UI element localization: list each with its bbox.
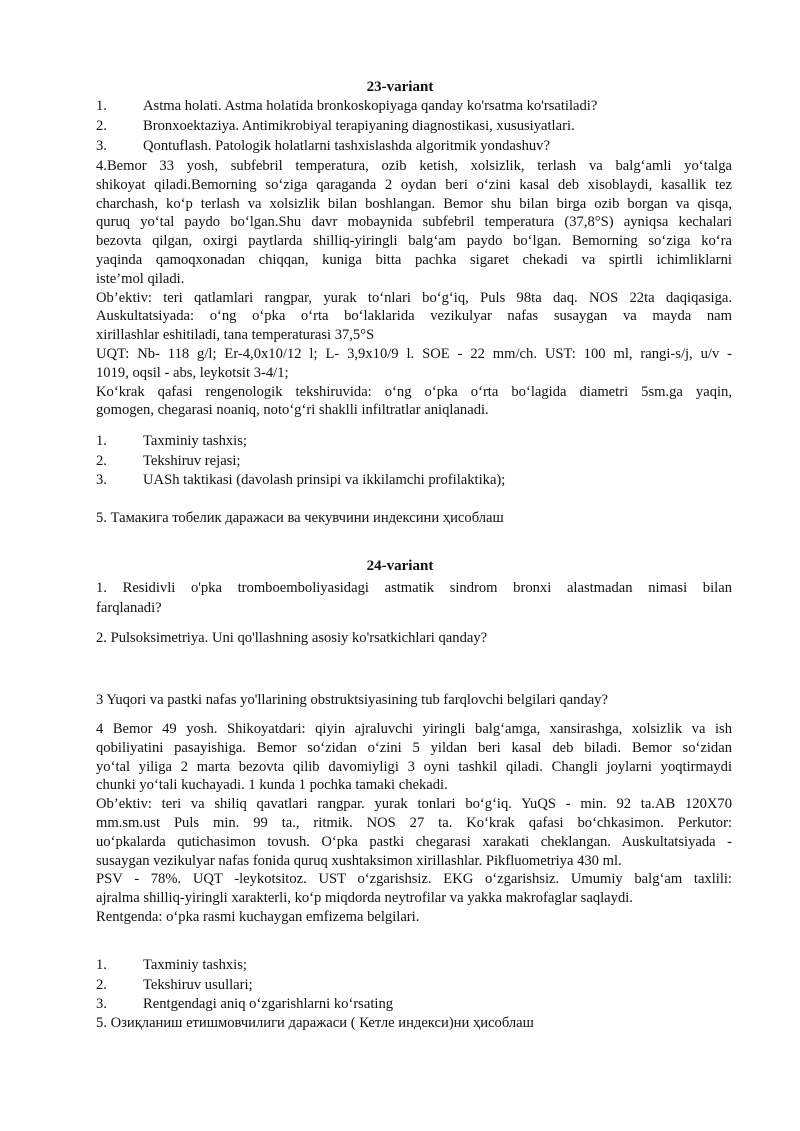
v23-task-2: Tekshiruv rejasi; (143, 453, 241, 469)
v23-case-line: xirillashlar eshitiladi, tana temperaturasi 37,5°S (96, 327, 375, 344)
v24-task-3: Rentgendagi aniq o‘zgarishlarni ko‘rsating (143, 996, 394, 1012)
v24-question-3: 3 Yuqori va pastki nafas yo'llarining obstruktsiyasining tub farqlovchi belgilari qanday? (96, 692, 608, 708)
v23-case-line: quruq yo‘tal paydo bo‘lgan.Shu davr mobaynida subfebril temperatura (37,8°S) ayniqsa kechalari (96, 214, 732, 231)
v24-case-line: Ob’ektiv: teri va shiliq qavatlari rangpar. yurak tonlari bo‘g‘iq. YuQS - min. 92 ta.AB 120X70 (96, 796, 732, 813)
v23-q1-number: 1. (96, 98, 107, 114)
v23-case-line: yaqinda qamoqxonadan chiqqan, kuniga bitta pachka sigaret chekadi va spirtli ichimliklarni (96, 251, 732, 268)
v23-task-3-number: 3. (96, 472, 107, 488)
v24-question-5: 5. Озиқланиш етишмовчилиги даражаси ( Кетле индекси)ни ҳисоблаш (96, 1015, 534, 1031)
v23-case-line: shikoyat qiladi.Bemorning so‘ziga qaraganda 2 oydan beri o‘zini kasal deb xisoblaydi, kasallik tez (96, 176, 732, 193)
v23-q2-number: 2. (96, 118, 107, 134)
v24-task-3-number: 3. (96, 996, 107, 1012)
v23-question-3: Qontuflash. Patologik holatlarni tashxislashda algoritmik yondashuv? (143, 138, 550, 154)
v24-case-line: mm.sm.ust Puls min. 99 ta., ritmik. NOS 27 ta. Ko‘krak qafasi bo‘chkasimon. Perkutor: (96, 814, 732, 831)
v24-case-line: 4 Bemor 49 yosh. Shikoyatdari: qiyin ajraluvchi yiringli balg‘amga, xansirashga, xolsizlik va ish (96, 721, 732, 737)
v24-case-line: PSV - 78%. UQT -leykotsitoz. UST o‘zgarishsiz. EKG o‘zgarishsiz. Umumiy balg‘am taxlili: (96, 871, 732, 888)
v24-task-1-number: 1. (96, 957, 107, 973)
v23-task-3: UASh taktikasi (davolash prinsipi va ikkilamchi profilaktika); (143, 472, 506, 488)
v23-case-line: charchash, ko‘p terlash va xolsizlik bilan boshlangan. Bemor shu bilan birga ozib borgan va qisqa, (96, 195, 732, 212)
v24-case-line: susaygan vezikulyar nafas fonida quruq xushtaksimon xirillashlar. Pikfluometriya 430 ml. (96, 852, 622, 869)
v24-q1-line: farqlanadi? (96, 600, 162, 616)
v24-case-line: uo‘pkalarda qutichasimon tovush. O‘pka pastki chegarasi xarakati cheklangan. Auskultatsiyada - (96, 833, 732, 850)
v23-case-line: 1019, oqsil - abs, leykotsit 3-4/1; (96, 364, 289, 381)
v23-case-line: UQT: Nb- 118 g/l; Er-4,0x10/12 l; L- 3,9x10/9 l. SOE - 22 mm/ch. UST: 100 ml, rangi-s/j, u/v - (96, 345, 732, 362)
v24-case-paragraph (96, 720, 732, 927)
v23-q3-number: 3. (96, 138, 107, 154)
v23-case-line: 4.Bemor 33 yosh, subfebril temperatura, ozib ketish, xolsizlik, terlash va balg‘amli yo‘talga (96, 158, 732, 174)
v24-case-line: qobiliyatini pasayishiga. Bemor so‘zidan o‘zini 5 yildan beri kasal deb biladi. Bemor so‘zidan (96, 739, 732, 756)
variant-24-title: 24-variant (366, 558, 434, 574)
v24-case-line: Rentgenda: o‘pka rasmi kuchaygan emfizema belgilari. (96, 908, 420, 925)
v24-task-1: Taxminiy tashxis; (143, 957, 247, 973)
v23-task-1-number: 1. (96, 433, 107, 449)
v23-question-5: 5. Тамакига тобелик даражаси ва чекувчини индексини ҳисоблаш (96, 510, 504, 526)
v23-case-line: iste’mol qiladi. (96, 270, 185, 287)
v23-case-line: gomogen, chegarasi noaniq, noto‘g‘ri shaklli infiltratlar aniqlanadi. (96, 402, 489, 419)
v23-case-paragraph (96, 157, 732, 420)
v24-case-line: chunki yo‘tali kuchayadi. 1 kunda 1 pochka tamaki chekadi. (96, 777, 448, 794)
v23-task-1: Taxminiy tashxis; (143, 433, 247, 449)
v24-task-2: Tekshiruv usullari; (143, 977, 253, 993)
v24-task-2-number: 2. (96, 977, 107, 993)
v24-q1-line: 1. Residivli o'pka tromboemboliyasidagi astmatik sindrom bronxi alastmadan nimasi bilan (96, 580, 732, 596)
v23-case-line: Ko‘krak qafasi rengenologik tekshiruvida: o‘ng o‘pka o‘rta bo‘lagida diametri 5sm.ga yaqin, (96, 383, 732, 400)
v24-case-line: yo‘tal yiliga 2 marta bezovta qilib davomiyligi 3 oyni tashkil qiladi. Changli joylarni yoqtirmaydi (96, 758, 732, 775)
variant-23-title: 23-variant (366, 79, 434, 95)
v23-question-1: Astma holati. Astma holatida bronkoskopiyaga qanday ko'rsatma ko'rsatiladi? (143, 98, 598, 114)
v24-case-line: ajralma shilliq-yiringli xarakterli, ko‘p miqdorda neytrofilar va yakka makrofaglar saqlaydi. (96, 890, 633, 907)
v23-case-line: Auskultatsiyada: o‘ng o‘pka o‘rta bo‘laklarida vezikulyar nafas susaygan va mayda nam (96, 308, 732, 325)
v24-question-1 (96, 578, 732, 618)
v23-task-2-number: 2. (96, 453, 107, 469)
v23-question-2: Bronxoektaziya. Antimikrobiyal terapiyaning diagnostikasi, xususiyatlari. (143, 118, 575, 134)
v23-case-line: bezovta qilgan, oxirgi paytlarda shilliq-yiringli balg‘am paydo bo‘lgan. Bemorning so‘ziga ko‘ra (96, 233, 732, 250)
v24-question-2: 2. Pulsoksimetriya. Uni qo'llashning asosiy ko'rsatkichlari qanday? (96, 630, 488, 646)
v23-case-line: Ob’ektiv: teri qatlamlari rangpar, yurak to‘nlari bo‘g‘iq, Puls 98ta daq. NOS 22ta daqiqasiga. (96, 289, 732, 306)
